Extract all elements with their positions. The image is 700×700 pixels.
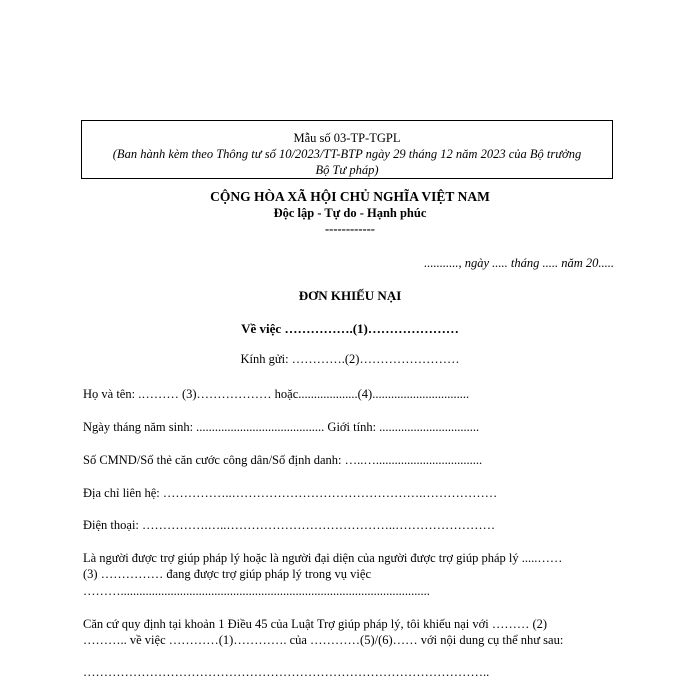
content-blank-line: …………………………………………………………………………………….. bbox=[83, 665, 490, 679]
date-line: ..........., ngày ..... tháng ..... năm 20..... bbox=[424, 256, 614, 270]
representative-line-3: ………................................................................................................... bbox=[83, 584, 430, 598]
issued-note-line1: (Ban hành kèm theo Thông tư số 10/2023/TT-BTP ngày 29 tháng 12 năm 2023 của Bộ trưởng bbox=[112, 147, 582, 161]
address-field: Địa chỉ liên hệ: ……………..……………………………………….……………… bbox=[83, 486, 498, 500]
representative-line-1: Là người được trợ giúp pháp lý hoặc là người đại diện của người được trợ giúp pháp lý .....…… bbox=[83, 551, 563, 565]
nation-motto: Độc lập - Tự do - Hạnh phúc bbox=[273, 206, 427, 220]
name-field: Họ và tên: .……… (3)……………… hoặc...................(4)............................... bbox=[83, 387, 470, 401]
subject-line: Về việc …………….(1)………………… bbox=[241, 321, 459, 336]
document-title: ĐƠN KHIẾU NẠI bbox=[298, 288, 402, 303]
dob-gender-field: Ngày tháng năm sinh: ......................................... Giới tính: ................................ bbox=[83, 420, 480, 434]
form-code: Mẫu số 03-TP-TGPL bbox=[293, 131, 401, 145]
legal-basis-line-2: ……….. về việc …………(1)…………. của …………(5)/(6)…… với nội dung cụ thể như sau: bbox=[83, 633, 564, 647]
issued-note-line2: Bộ Tư pháp) bbox=[315, 163, 379, 177]
form-header-box bbox=[81, 120, 613, 179]
nation-name: CỘNG HÒA XÃ HỘI CHỦ NGHĨA VIỆT NAM bbox=[210, 189, 490, 204]
representative-line-2: (3) …………… đang được trợ giúp pháp lý trong vụ việc bbox=[83, 567, 372, 581]
legal-basis-line-1: Căn cứ quy định tại khoản 1 Điều 45 của Luật Trợ giúp pháp lý, tôi khiếu nại với ……… (2) bbox=[83, 617, 548, 631]
id-number-field: Số CMND/Số thẻ căn cước công dân/Số định danh: …..….................................. bbox=[83, 453, 483, 467]
phone-field: Điện thoại: …………….…..…………………………………..…………………… bbox=[83, 518, 496, 532]
motto-separator: ------------ bbox=[325, 222, 375, 236]
recipient-line: Kính gửi: ………….(2)…………………… bbox=[240, 352, 460, 366]
